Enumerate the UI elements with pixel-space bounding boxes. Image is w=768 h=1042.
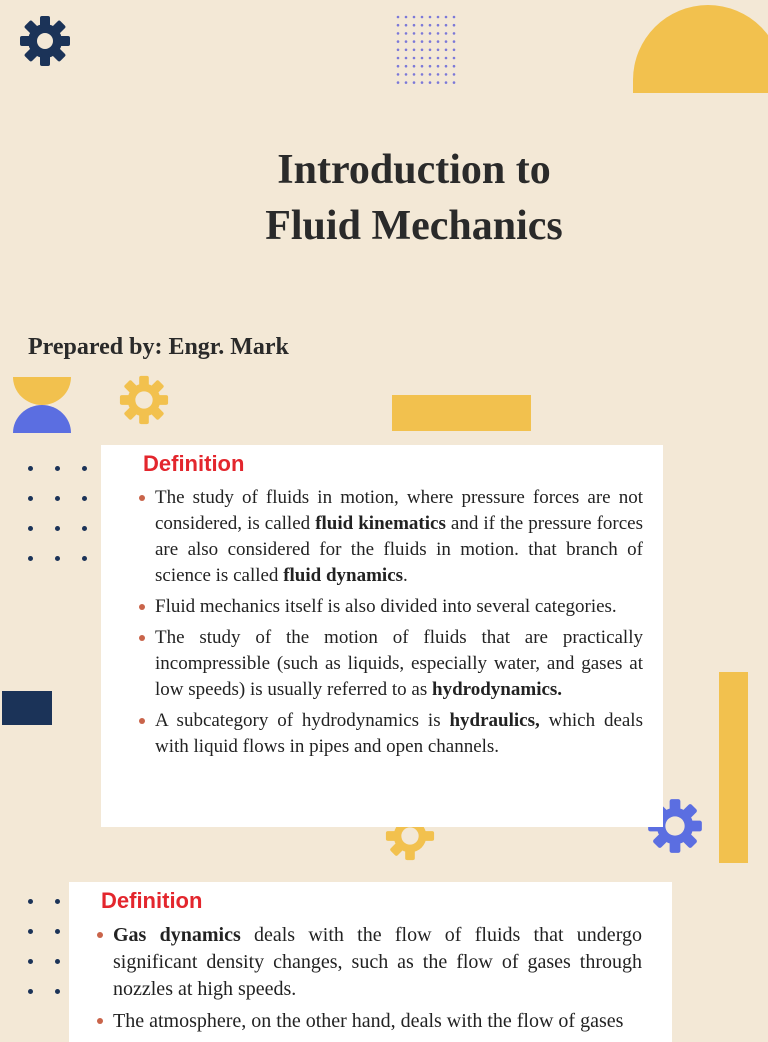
grid-dot: [445, 16, 448, 19]
page-title: [0, 142, 768, 254]
grid-dot: [437, 16, 440, 19]
grid-dot: [445, 73, 448, 76]
grid-dot: [397, 49, 400, 52]
grid-dot: [429, 24, 432, 27]
grid-dot: [437, 40, 440, 43]
grid-dot: [445, 65, 448, 68]
grid-dot: [445, 40, 448, 43]
grid-dot: [413, 65, 416, 68]
list-item: The atmosphere, on the other hand, deals with the flow of gases: [95, 1008, 642, 1035]
list-item: Gas dynamics deals with the flow of fluids that undergo significant density changes, such as the flow of gases through nozzles at high speeds.: [95, 922, 642, 1003]
grid-dot: [421, 73, 424, 76]
grid-dot: [437, 49, 440, 52]
grid-dot: [405, 49, 408, 52]
navy-dot-grid-lower-decoration: [28, 899, 60, 994]
navy-dot-grid-left-decoration: [28, 466, 87, 561]
list-item: The study of fluids in motion, where pressure forces are not considered, is called fluid kinematics and if the pressure forces are also considered for the fluids in motion. that branch of science is called fluid dynamics.: [137, 485, 643, 589]
grid-dot: [429, 57, 432, 60]
prepared-by-text: Prepared by: Engr. Mark: [28, 334, 289, 360]
grid-dot: [437, 24, 440, 27]
grid-dot: [429, 40, 432, 43]
grid-dot: [453, 16, 456, 19]
definition-card-2: [69, 882, 672, 1042]
grid-dot: [453, 49, 456, 52]
grid-dot: [413, 40, 416, 43]
grid-dot: [405, 81, 408, 84]
term-fluid-kinematics: fluid kinematics: [315, 513, 446, 534]
grid-dot: [445, 49, 448, 52]
grid-dot: [405, 24, 408, 27]
definition-list: [95, 922, 642, 1035]
grid-dot: [413, 57, 416, 60]
grid-dot: [397, 73, 400, 76]
grid-dot: [397, 32, 400, 35]
grid-dot: [453, 24, 456, 27]
term-gas-dynamics: Gas dynamics: [113, 924, 241, 946]
grid-dot: [429, 73, 432, 76]
title-line-1: Introduction to: [277, 147, 551, 193]
grid-dot: [453, 40, 456, 43]
grid-dot: [421, 57, 424, 60]
grid-dot: [397, 65, 400, 68]
navy-rectangle-decoration: [2, 691, 52, 725]
grid-dot: [397, 57, 400, 60]
grid-dot: [421, 81, 424, 84]
grid-dot: [421, 16, 424, 19]
grid-dot: [413, 24, 416, 27]
yellow-bar-decoration: [719, 672, 748, 863]
yellow-semicircle-decoration: [633, 5, 768, 93]
grid-dot: [429, 65, 432, 68]
definition-list: [137, 485, 643, 760]
grid-dot: [405, 32, 408, 35]
grid-dot: [421, 65, 424, 68]
term-hydraulics: hydraulics,: [449, 710, 540, 731]
list-item: Fluid mechanics itself is also divided into several categories.: [137, 594, 643, 620]
grid-dot: [429, 81, 432, 84]
grid-dot: [453, 73, 456, 76]
grid-dot: [453, 65, 456, 68]
grid-dot: [413, 81, 416, 84]
grid-dot: [421, 49, 424, 52]
grid-dot: [445, 32, 448, 35]
definition-heading: Definition: [101, 888, 203, 913]
yellow-gear-icon: [118, 374, 170, 426]
grid-dot: [405, 65, 408, 68]
grid-dot: [397, 40, 400, 43]
grid-dot: [437, 81, 440, 84]
list-item: A subcategory of hydrodynamics is hydraulics, which deals with liquid flows in pipes and open channels.: [137, 708, 643, 760]
grid-dot: [397, 16, 400, 19]
purple-dot-grid-decoration: [395, 14, 457, 86]
grid-dot: [445, 57, 448, 60]
grid-dot: [437, 57, 440, 60]
grid-dot: [429, 16, 432, 19]
grid-dot: [445, 81, 448, 84]
grid-dot: [421, 24, 424, 27]
grid-dot: [397, 81, 400, 84]
definition-card-1: [101, 445, 663, 827]
hourglass-decoration: [13, 377, 71, 433]
grid-dot: [453, 57, 456, 60]
navy-gear-icon: [18, 14, 72, 68]
grid-dot: [429, 49, 432, 52]
grid-dot: [413, 32, 416, 35]
grid-dot: [413, 49, 416, 52]
term-hydrodynamics: hydrodynamics.: [432, 679, 563, 700]
grid-dot: [413, 73, 416, 76]
list-item: The study of the motion of fluids that are practically incompressible (such as liquids, especially water, and gases at low speeds) is usually referred to as hydrodynamics.: [137, 625, 643, 703]
grid-dot: [437, 32, 440, 35]
grid-dot: [437, 73, 440, 76]
grid-dot: [453, 81, 456, 84]
term-fluid-dynamics: fluid dynamics: [283, 565, 404, 586]
yellow-rectangle-decoration: [392, 395, 531, 431]
grid-dot: [405, 40, 408, 43]
grid-dot: [405, 16, 408, 19]
grid-dot: [421, 40, 424, 43]
grid-dot: [397, 24, 400, 27]
grid-dot: [421, 32, 424, 35]
title-line-2: Fluid Mechanics: [265, 203, 563, 249]
grid-dot: [405, 73, 408, 76]
definition-heading: Definition: [143, 451, 245, 476]
grid-dot: [413, 16, 416, 19]
grid-dot: [437, 65, 440, 68]
grid-dot: [405, 57, 408, 60]
grid-dot: [453, 32, 456, 35]
grid-dot: [445, 24, 448, 27]
grid-dot: [429, 32, 432, 35]
